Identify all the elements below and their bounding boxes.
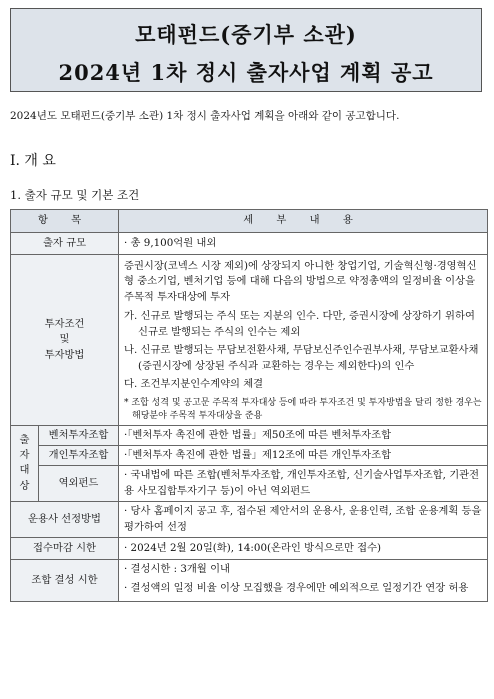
subsection-heading: 1. 출자 규모 및 기본 조건: [10, 188, 140, 202]
conditions-table: [10, 209, 488, 602]
terms-label: [11, 255, 119, 426]
table-row: [11, 538, 488, 560]
table-row: [11, 502, 488, 538]
selection-value: · 당사 홈페이지 공고 후, 접수된 제안서의 운용사, 운용인력, 조합 운용계획 등을 평가하여 선정: [119, 502, 488, 538]
terms-intro: 증권시장(코넥스 시장 제외)에 상장되지 아니한 창업기업, 기술혁신형·경영혁신형 중소기업, 벤처기업 등에 대해 다음의 방법으로 약정총액의 일정비율 이상을 주목적 투자대상에 투자: [124, 260, 477, 303]
table-row: [11, 233, 488, 255]
terms-item-b: 나. 신규로 발행되는 무담보전환사채, 무담보신주인수권부사채, 무담보교환사채(증권시장에 상장된 주식과 교환하는 경우는 제외한다)의 인수: [124, 344, 479, 372]
header-detail: 세 부 내 용: [119, 210, 488, 233]
table-header-row: [11, 210, 488, 233]
title-line-2: 2024년 1차 정시 출자사업 계획 공고: [58, 60, 434, 85]
target-label: 출자대상: [11, 425, 39, 502]
terms-item-a: 가. 신규로 발행되는 주식 또는 지분의 인수. 다만, 증권시장에 상장하기 위하여 신규로 발행되는 주식의 인수는 제외: [124, 310, 475, 338]
terms-note: * 조합 성격 및 공고문 주목적 투자대상 등에 따라 투자조건 및 투자방법을 달리 정한 경우는 해당분야 주목적 투자대상을 준용: [124, 397, 482, 421]
formation-label: 조합 결성 시한: [11, 560, 119, 602]
offshore-value: · 국내법에 따른 조합(벤처투자조합, 개인투자조합, 신기술사업투자조합, 기관전용 사모집합투자기구 등)이 아닌 역외펀드: [119, 466, 488, 502]
table-row: [11, 255, 488, 426]
intro-text: 2024년도 모태펀드(중기부 소관) 1차 정시 출자사업 계획을 아래와 같이 공고합니다.: [10, 110, 400, 122]
scale-label: 출자 규모: [11, 233, 119, 255]
formation-content: [119, 560, 488, 602]
venture-label: 벤처투자조합: [39, 425, 119, 445]
deadline-value: · 2024년 2월 20일(화), 14:00(온라인 방식으로만 접수): [119, 538, 488, 560]
section-heading: Ⅰ. 개 요: [10, 153, 56, 169]
terms-label-line-1: 투자조건: [44, 317, 85, 330]
header-item: 항 목: [11, 210, 119, 233]
deadline-label: 접수마감 시한: [11, 538, 119, 560]
terms-label-line-3: 투자방법: [44, 348, 85, 361]
table-row: [11, 425, 488, 445]
table-row: [11, 560, 488, 602]
terms-content: [119, 255, 488, 426]
table-row: [11, 446, 488, 466]
title-box: [10, 8, 482, 92]
venture-value: ·「벤처투자 촉진에 관한 법률」제50조에 따른 벤처투자조합: [119, 425, 488, 445]
title-line-1: 모태펀드(중기부 소관): [135, 22, 357, 47]
table-row: [11, 466, 488, 502]
terms-label-line-2: 및: [59, 333, 70, 346]
personal-value: ·「벤처투자 촉진에 관한 법률」제12조에 따른 개인투자조합: [119, 446, 488, 466]
scale-value: · 총 9,100억원 내외: [119, 233, 488, 255]
selection-label: 운용사 선정방법: [11, 502, 119, 538]
formation-value-1: · 결성시한 : 3개월 이내: [124, 563, 230, 576]
terms-item-c: 다. 조건부지분인수계약의 체결: [124, 378, 264, 391]
offshore-label: 역외펀드: [39, 466, 119, 502]
formation-value-2: · 결성액의 일정 비율 이상 모집했을 경우에만 예외적으로 일정기간 연장 허용: [124, 581, 469, 594]
personal-label: 개인투자조합: [39, 446, 119, 466]
